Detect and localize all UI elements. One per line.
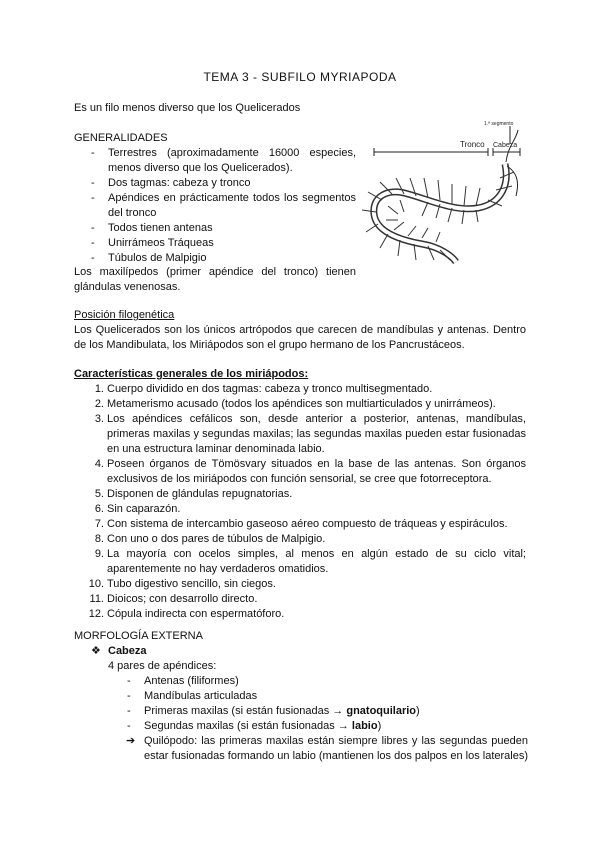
- item-number: 1.: [94, 383, 104, 395]
- cabeza-heading: ❖ Cabeza: [91, 645, 147, 657]
- list-item: 11. Dioicos; con desarrollo directo.: [89, 593, 258, 605]
- list-item: - Dos tagmas: cabeza y tronco: [108, 176, 356, 191]
- list-item: - Unirrámeos Tráqueas: [108, 236, 356, 251]
- list-item: 12. Cópula indirecta con espermatóforo.: [88, 608, 285, 620]
- item-number: 6.: [94, 503, 104, 515]
- tronco-label: Tronco: [460, 140, 485, 149]
- item-number: 12.: [88, 608, 104, 620]
- quilopodo-text: ➔ Quilópodo: las primeras maxilas están siempre libres y las segundas pueden estar fusionadas formando un labio (mantienen los dos palpos en los laterales): [126, 735, 529, 762]
- list-item: 5. Disponen de glándulas repugnatorias.: [107, 487, 526, 502]
- item-number: 10.: [88, 578, 104, 590]
- caracteristicas-heading: Características generales de los miriápodos:: [74, 368, 309, 380]
- maxilipedos-text: Los maxilípedos (primer apéndice del tronco) tienen glándulas venenosas.: [74, 266, 356, 293]
- segment-label: 1.ª segmento: [484, 121, 514, 127]
- intro-text: Es un filo menos diverso que los Quelicerados: [74, 102, 301, 114]
- item-number: 5.: [94, 488, 104, 500]
- list-item: - Antenas (filiformes): [144, 674, 528, 689]
- list-item: 10. Tubo digestivo sencillo, sin ciegos.: [88, 578, 276, 590]
- myriapod-figure: [360, 116, 530, 266]
- cabeza-label: Cabeza: [493, 142, 518, 149]
- generalidades-heading: GENERALIDADES: [74, 132, 168, 144]
- posicion-heading: Posición filogenética: [74, 309, 175, 321]
- list-item: - Terrestres (aproximadamente 16000 especies, menos diverso que los Quelicerados).: [108, 146, 356, 176]
- list-item: 4. Poseen órganos de Tömösvary situados en la base de las antenas. Son órganos exclusivos de los miriápodos con función sensorial, se cree que fotorreceptora.: [107, 457, 526, 487]
- item-number: 9.: [94, 548, 104, 560]
- list-item: - Mandíbulas articuladas: [144, 689, 528, 704]
- list-item: - Túbulos de Malpigio: [108, 251, 356, 266]
- pares-text: 4 pares de apéndices:: [108, 660, 217, 672]
- item-number: 2.: [94, 398, 104, 410]
- list-item: 3. Los apéndices cefálicos son, desde anterior a posterior, antenas, mandíbulas, primeras maxilas y segundas maxilas; las segundas maxilas pueden estar fusionadas en una estructura laminar denominada labio.: [107, 412, 526, 457]
- posicion-text: Los Quelicerados son los únicos artrópodos que carecen de mandíbulas y antenas. Dentro de los Mandibulata, los Miriápodos son el grupo hermano de los Pancrustáceos.: [74, 324, 526, 351]
- item-number: 7.: [94, 518, 104, 530]
- caracteristicas-list: [88, 382, 526, 622]
- generalidades-list: [108, 146, 356, 266]
- list-item: 1. Cuerpo dividido en dos tagmas: cabeza y tronco multisegmentado.: [107, 382, 526, 397]
- apendices-list: [144, 674, 528, 734]
- diamond-bullet-icon: ❖: [91, 645, 101, 657]
- list-item: - Segundas maxilas (si están fusionadas → labio): [144, 719, 528, 734]
- list-item: 8. Con uno o dos pares de túbulos de Malpigio.: [107, 532, 526, 547]
- page-title: TEMA 3 - SUBFILO MYRIAPODA: [203, 70, 397, 84]
- list-item: - Primeras maxilas (si están fusionadas → gnatoquilario): [144, 704, 528, 719]
- list-item: 7. Con sistema de intercambio gaseoso aéreo compuesto de tráqueas y espiráculos.: [107, 517, 526, 532]
- arrow-bullet-icon: ➔: [126, 735, 136, 747]
- item-number: 4.: [94, 458, 104, 470]
- morfologia-heading: MORFOLOGÍA EXTERNA: [74, 630, 203, 642]
- item-number: 8.: [94, 533, 104, 545]
- list-item: - Apéndices en prácticamente todos los segmentos del tronco: [108, 191, 356, 221]
- list-item: - Todos tienen antenas: [108, 221, 356, 236]
- item-number: 3.: [94, 413, 104, 425]
- list-item: 9. La mayoría con ocelos simples, al menos en algún estado de su ciclo vital; aparentemente no hay verdaderos omatidios.: [107, 547, 526, 577]
- list-item: 6. Sin caparazón.: [107, 502, 526, 517]
- item-number: 11.: [89, 593, 104, 605]
- list-item: 2. Metamerismo acusado (todos los apéndices son multiarticulados y unirrámeos).: [107, 397, 526, 412]
- centipede-body: [374, 164, 506, 262]
